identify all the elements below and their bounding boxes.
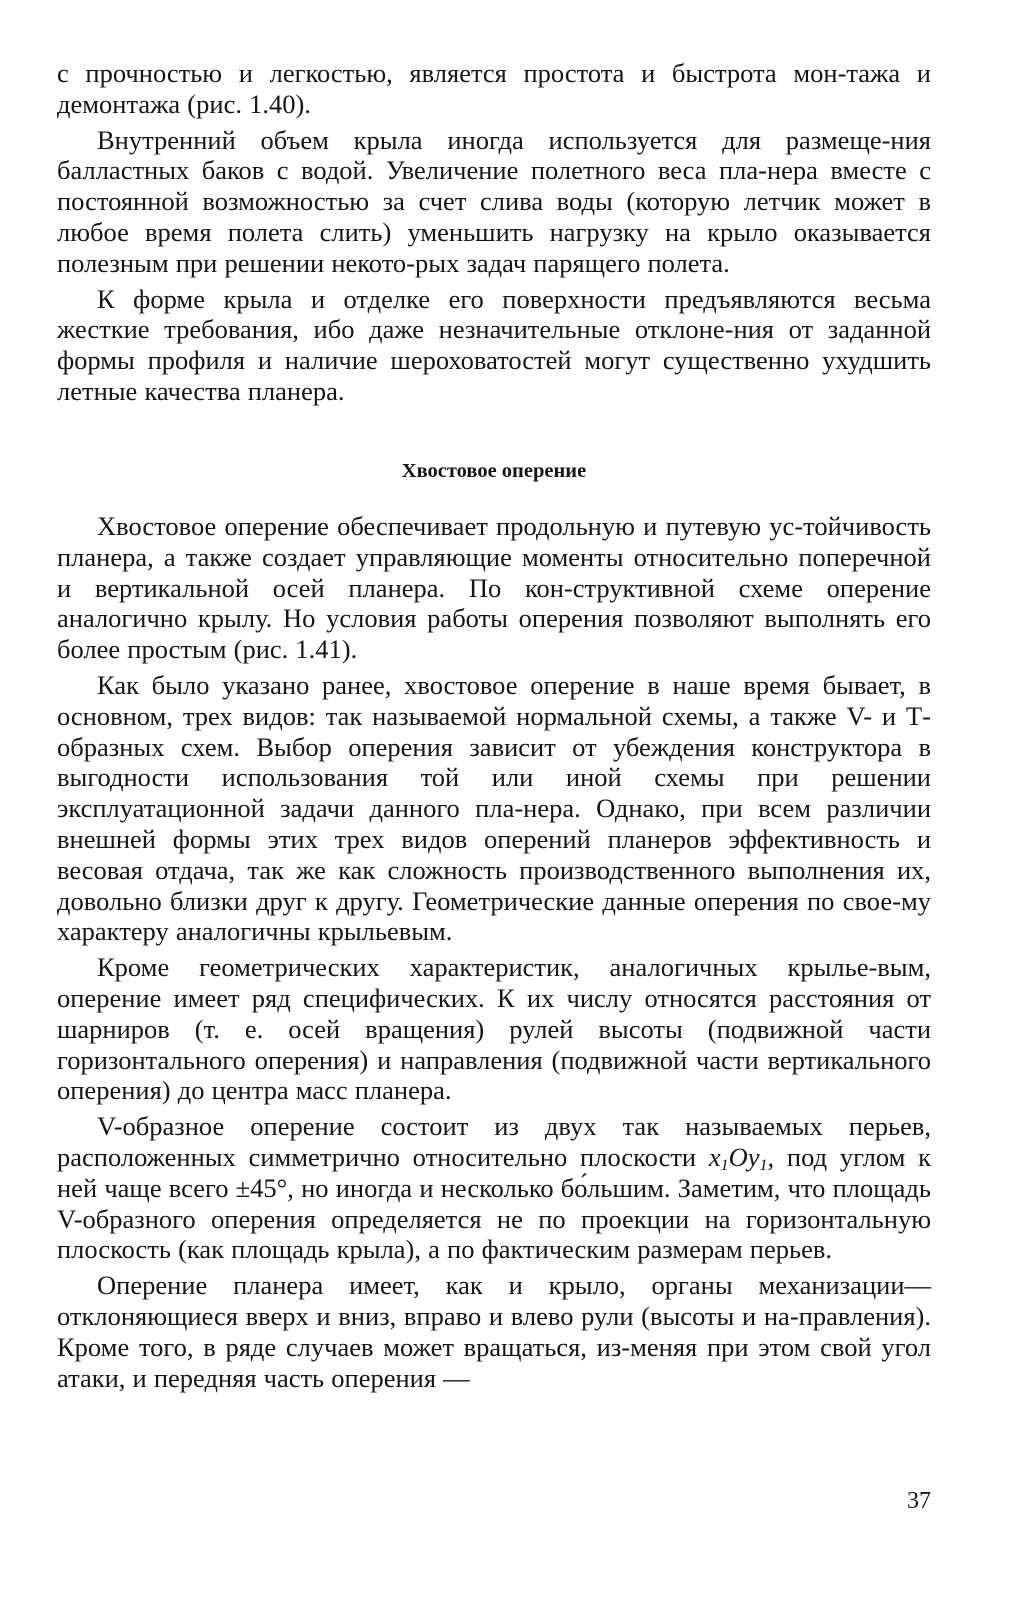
section-text-block bbox=[57, 511, 931, 1393]
plane-formula bbox=[709, 1142, 768, 1172]
v-tail-paragraph bbox=[57, 1111, 931, 1265]
page-number: 37 bbox=[907, 1488, 931, 1514]
tail-unit-paragraph: Хвостовое оперение обеспечивает продольную и путевую ус-тойчивость планера, а также создает управляющие моменты относительно поперечной и вертикальной осей планера. По кон-структивной схеме оперение аналогично крылу. Но условия работы оперения позволяют выполнять его более простым (рис. 1.41). bbox=[57, 511, 931, 665]
section-heading: Хвостовое оперение bbox=[401, 460, 587, 482]
formula-x: x bbox=[708, 1141, 721, 1172]
formula-oy: Oy bbox=[728, 1141, 760, 1172]
tail-types-paragraph: Как было указано ранее, хвостовое оперение в наше время бывает, в основном, трех видов: так называемой нормальной схемы, а также V- и Т-образных схем. Выбор оперения зависит от убеждения конструктора в выгодности использования той или иной схемы при решении эксплуатационной задачи данного пла-нера. Однако, при всем различии внешней формы этих трех видов оперений планеров эффективность и весовая отдача, так же как сложность производственного выполнения их, довольно близки друг к другу. Геометрические данные оперения по свое-му характеру аналогичны крыльевым. bbox=[57, 669, 931, 947]
tail-geometry-paragraph: Кроме геометрических характеристик, аналогичных крылье-вым, оперение имеет ряд специфических. К их числу относятся расстояния от шарниров (т. е. осей вращения) рулей высоты (подвижной части горизонтального оперения) и направления (подвижной части вертикального оперения) до центра масс планера. bbox=[57, 952, 931, 1106]
v-tail-text-end: , под углом к ней чаще всего ±45°, но иногда и несколько бо́льшим. Заметим, что площадь V-образного оперения определяется не по проекции на горизонтальную плоскость (как площадь крыла), а по фактическим размерам перьев. bbox=[57, 1141, 931, 1265]
formula-x-subscript: 1 bbox=[720, 1156, 729, 1174]
continuation-paragraph: с прочностью и легкостью, является простота и быстрота мон-тажа и демонтажа (рис. 1.40). bbox=[57, 58, 931, 119]
wing-surface-paragraph: К форме крыла и отделке его поверхности предъявляются весьма жесткие требования, ибо даже незначительные отклоне-ния от заданной формы профиля и наличие шероховатостей могут существенно ухудшить летные качества планера. bbox=[57, 283, 931, 406]
mechanization-paragraph: Оперение планера имеет, как и крыло, органы механизации— отклоняющиеся вверх и вниз, вправо и влево рули (высоты и на-правления). Кроме того, в ряде случаев может вращаться, из-меняя при этом свой угол атаки, и передняя часть оперения — bbox=[57, 1270, 931, 1393]
v-tail-text-start: V-образное оперение состоит из двух так называемых перьев, расположенных симметрично относительно плоскости bbox=[57, 1111, 931, 1172]
ballast-paragraph: Внутренний объем крыла иногда используется для размеще-ния балластных баков с водой. Увеличение полетного веса пла-нера вместе с постоянной возможностью за счет слива воды (которую летчик может в любое время полета слить) уменьшить нагрузку на крыло оказывается полезным при решении некото-рых задач парящего полета. bbox=[57, 124, 931, 278]
top-text-block bbox=[57, 58, 931, 407]
formula-y-subscript: 1 bbox=[759, 1156, 768, 1174]
